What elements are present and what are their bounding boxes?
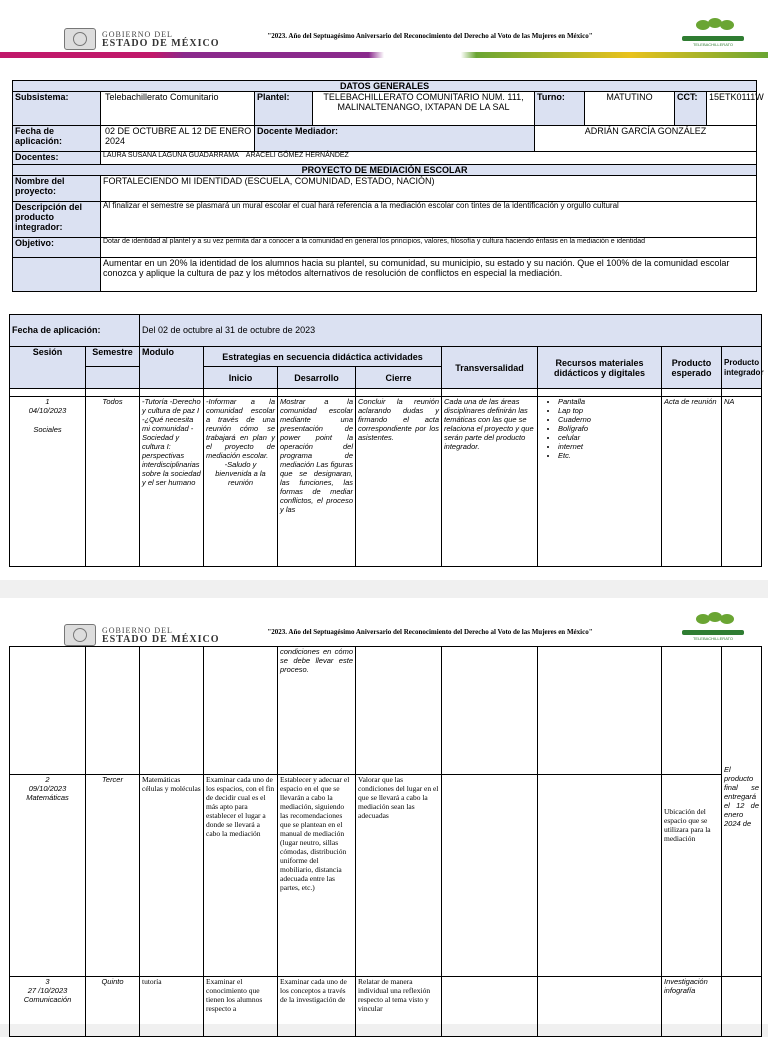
descripcion-value: Al finalizar el semestre se plasmará un mural escolar el cual hará referencia a la mediación escolar con tintes de la identificación y orgullo cultural (101, 202, 757, 238)
docente-value: ADRIÁN GARCÍA GONZÁLEZ (535, 126, 757, 152)
producto-cell: Acta de reunión (662, 397, 722, 567)
subsistema-value: Telebachillerato Comunitario (101, 92, 255, 126)
page-2 (0, 598, 768, 1024)
semestre-cell: Quinto (86, 977, 140, 1037)
session-subject: Sociales (33, 425, 62, 434)
inicio-cell (204, 397, 278, 567)
recursos-list (540, 397, 659, 460)
session-num: 2 (45, 775, 50, 784)
recurso-item: • celular (558, 433, 659, 442)
page-header (0, 0, 768, 62)
objetivo-value: Dotar de identidad al plantel y a su vez permita dar a conocer a la comunidad en general los principios, valores, filosofía y cultura haciendo énfasis en la mediación e identidad (101, 238, 757, 258)
plan-fecha-value: Del 02 de octubre al 31 de octubre de 2023 (140, 315, 762, 347)
session-date: 04/10/2023 (28, 406, 67, 415)
session-1-cell (10, 397, 86, 567)
cierre-cell: Valorar que las condiciones del lugar en el que se llevará a cabo la mediación sean las adecuadas (356, 775, 442, 977)
producto-cell: Investigación infografía (662, 977, 722, 1037)
session-3-cell (10, 977, 86, 1037)
table-row (10, 977, 762, 1037)
recursos-cell (538, 397, 662, 567)
header-semestre-blank (86, 367, 140, 389)
desarrollo-cell: Mostrar a la comunidad escolar mediante una presentación de power point la operación del programa de mediación Las figuras que se designaran, las funciones, las formas de mediar conflictos, el proceso y las (278, 397, 356, 567)
cct-value: 15ETK0111W (707, 92, 757, 126)
recurso-item: • Bolígrafo (558, 424, 659, 433)
modulo-cell: tutoría (140, 977, 204, 1037)
session-2-cell (10, 775, 86, 977)
table-row (10, 775, 762, 977)
integrador-cont-cell: El producto final se entregará el 12 de enero 2024 de (722, 647, 762, 977)
telebachillerato-logo (678, 18, 748, 48)
inicio-cell: Examinar cada uno de los espacios, con el fin de decidir cual es el más apto para establecer el lugar a donde se llevará a cabo la mediación (204, 775, 278, 977)
session-num: 1 (45, 397, 50, 406)
header-cierre: Cierre (356, 367, 442, 389)
docentes-label: Docentes: (13, 152, 101, 165)
desarrollo-cont-cell: condiciones en cómo se debe llevar este proceso. (278, 647, 356, 775)
cct-label: CCT: (675, 92, 707, 126)
telebachillerato-logo-2 (678, 612, 748, 642)
logo-caption: TELEBACHILLERATO (692, 42, 734, 47)
header-motto: "2023. Año del Septuagésimo Aniversario del Reconocimiento del Derecho al Voto de las Mujeres en México" (267, 32, 593, 40)
session-num: 3 (45, 977, 50, 986)
color-stripe (0, 52, 768, 58)
session-subject: Comunicación (23, 995, 72, 1004)
logo-caption: TELEBACHILLERATO (692, 636, 734, 641)
descripcion-label: Descripción del producto integrador: (13, 202, 101, 238)
recurso-item: • Lap top (558, 406, 659, 415)
integrador-cell: NA (722, 397, 762, 567)
header-producto: Producto esperado (662, 347, 722, 389)
coat-of-arms-icon (64, 624, 96, 646)
header-estrategias: Estrategias en secuencia didáctica actividades (204, 347, 442, 367)
plan-fecha-label: Fecha de aplicación: (10, 315, 140, 347)
plantel-label: Plantel: (255, 92, 313, 126)
inicio-text: -Informar a la comunidad escolar a través de una reunión cómo se trabajará en plan y el proyecto de mediación escolar. (206, 397, 275, 460)
turno-label: Turno: (535, 92, 585, 126)
gobierno-logo-2 (64, 624, 220, 646)
desarrollo-cell: Examinar cada uno de los conceptos a través de la investigación de (278, 977, 356, 1037)
desarrollo-cell: Establecer y adecuar el espacio en el que se llevarán a cabo la mediación, siguiendo las recomendaciones que se plantean en el manual de mediación (lugar neutro, sillas cómodas, distribución uniforme del mobiliario, distancia adecuada entre las partes, etc.) (278, 775, 356, 977)
inicio-cell: Examinar el conocimiento que tienen los alumnos respecto a (204, 977, 278, 1037)
meta-value: Aumentar en un 20% la identidad de los alumnos hacia su plantel, su comunidad, su municipio, su estado y su nación. Que el 100% de la comunidad escolar conozca y aplique la cultura de paz y los métodos alternativos de resolución de conflictos en especial la mediación. (101, 258, 757, 292)
plan-table (9, 314, 762, 567)
recurso-item: • Pantalla (558, 397, 659, 406)
gob-line2: ESTADO DE MÉXICO (102, 634, 220, 645)
cierre-cell: Concluir la reunión aclarando dudas y firmando el acta correspondiente por los asistentes. (356, 397, 442, 567)
header-transversalidad: Transversalidad (442, 347, 538, 389)
header-integrador: Producto integrador (722, 347, 762, 389)
table-row (10, 647, 762, 775)
header-sesion: Sesión (10, 347, 86, 389)
modulo-cell: -Tutoría -Derecho y cultura de paz I -¿Qué necesita mi comunidad -Sociedad y cultura I: perspectivas interdisciplinarias sobre la sociedad y el ser humano (140, 397, 204, 567)
session-date: 09/10/2023 (28, 784, 67, 793)
header-inicio: Inicio (204, 367, 278, 389)
page-header-2 (0, 598, 768, 646)
fecha-value: 02 DE OCTUBRE AL 12 DE ENERO 2024 (101, 126, 255, 152)
coat-of-arms-icon (64, 28, 96, 50)
header-motto-2: "2023. Año del Septuagésimo Aniversario del Reconocimiento del Derecho al Voto de las Mujeres en México" (267, 628, 593, 636)
meta-label (13, 258, 101, 292)
session-date: 27 /10/2023 (27, 986, 68, 995)
turno-value: MATUTINO (585, 92, 675, 126)
recurso-item: • internet (558, 442, 659, 451)
producto-cell: Ubicación del espacio que se utilizara para la mediación (662, 775, 722, 977)
transversalidad-cell: Cada una de las áreas disciplinares definirán las temáticas con las que se relaciona el proyecto y que serán parte del producto integrador. (442, 397, 538, 567)
objetivo-label: Objetivo: (13, 238, 101, 258)
nombre-label: Nombre del proyecto: (13, 176, 101, 202)
plantel-value: TELEBACHILLERATO COMUNITARIO NUM. 111, MALINALTENANGO, IXTAPAN DE LA SAL (313, 92, 535, 126)
modulo-cell: Matemáticas células y moléculas (140, 775, 204, 977)
datos-generales-table (12, 80, 764, 292)
header-semestre: Semestre (86, 347, 140, 367)
fecha-label: Fecha de aplicación: (13, 126, 101, 152)
gob-line2: ESTADO DE MÉXICO (102, 38, 220, 49)
cierre-cell: Relatar de manera individual una reflexión respecto al tema visto y vincular (356, 977, 442, 1037)
header-desarrollo: Desarrollo (278, 367, 356, 389)
table-row (10, 397, 762, 567)
docentes-value: LAURA SUSANA LAGUNA GUADARRAMA ARACELI GÓMEZ HERNÁNDEZ (101, 152, 757, 165)
recurso-item: • Etc. (558, 451, 659, 460)
recurso-item: • Cuaderno (558, 415, 659, 424)
semestre-cell: Todos (86, 397, 140, 567)
semestre-cell: Tercer (86, 775, 140, 977)
session-subject: Matemáticas (26, 793, 69, 802)
gob-line1: GOBIERNO DEL (102, 626, 173, 635)
proyecto-title: PROYECTO DE MEDIACIÓN ESCOLAR (13, 165, 757, 176)
datos-generales-title: DATOS GENERALES (13, 81, 757, 92)
plan-table-continued (9, 646, 762, 1037)
header-recursos: Recursos materiales didácticos y digitales (538, 347, 662, 389)
gob-line1: GOBIERNO DEL (102, 30, 173, 39)
header-modulo: Modulo (140, 347, 204, 389)
subsistema-label: Subsistema: (13, 92, 101, 126)
docente-label: Docente Mediador: (255, 126, 535, 152)
nombre-value: FORTALECIENDO MI IDENTIDAD (ESCUELA, COMUNIDAD, ESTADO, NACIÓN) (101, 176, 757, 202)
gobierno-logo (64, 28, 220, 50)
inicio-text-2: -Saludo y bienvenida a la reunión (215, 460, 266, 487)
